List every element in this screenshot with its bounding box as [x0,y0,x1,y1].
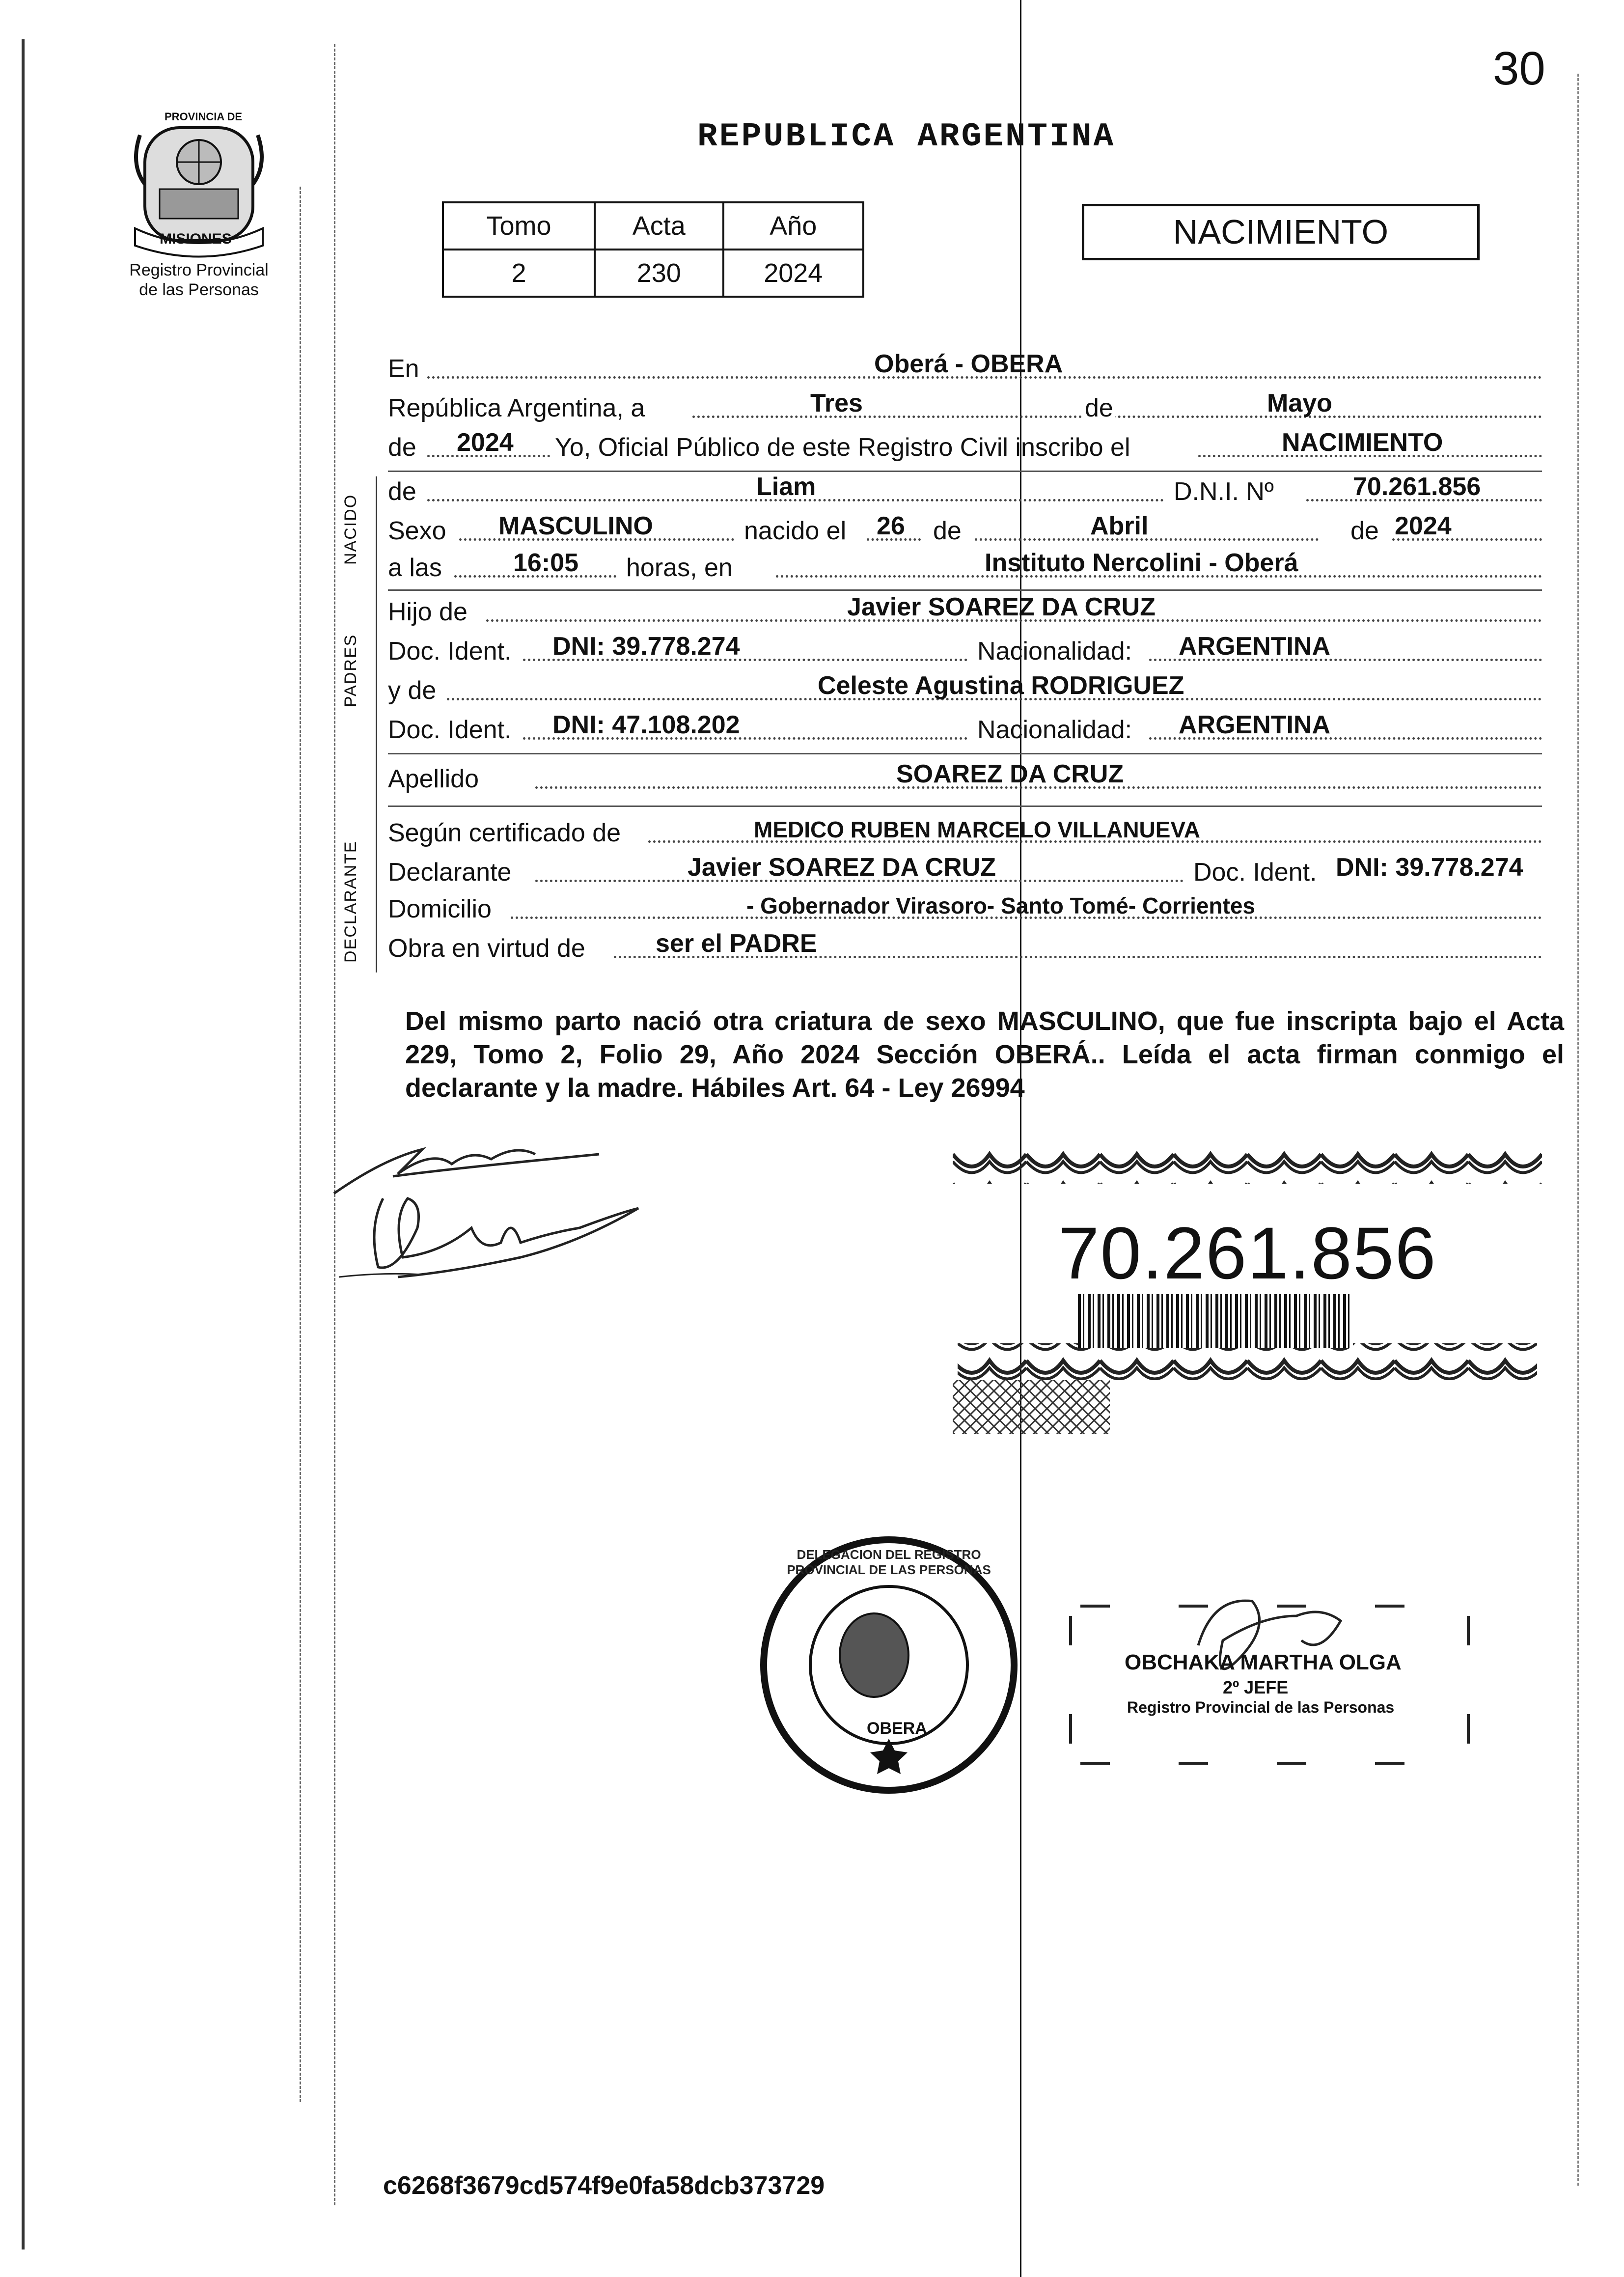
province-logo [125,106,273,258]
stamp-role: 2º JEFE [1223,1677,1289,1697]
registry-seal [756,1532,1021,1798]
madre-doc: DNI: 47.108.202 [552,711,740,739]
oficial-text: Yo, Oficial Público de este Registro Civil inscribo el [555,433,1130,462]
row-en [388,351,1542,384]
row-domicilio [388,891,1542,924]
month-value: Mayo [1267,389,1332,417]
logo-caption-line1: Registro Provincial [129,261,269,279]
en-value: Oberá - OBERA [874,350,1063,378]
row-madre [388,673,1542,705]
logo-motto-bottom: MISIONES [160,231,232,247]
declarante-doc-label: Doc. Ident. [1193,858,1317,887]
logo-motto-top: PROVINCIA DE [165,111,243,123]
padre-value: Javier SOAREZ DA CRUZ [847,593,1156,621]
stamp-name: OBCHAKA MARTHA OLGA [1125,1650,1402,1674]
a-las-label: a las [388,554,442,582]
section-separator [388,589,1542,591]
certificado-label: Según certificado de [388,819,621,847]
acta-header-anio: Año [723,202,863,250]
security-strip [953,1149,1542,1454]
section-separator [388,753,1542,754]
padre-nac-label: Nacionalidad: [977,637,1132,666]
acta-value-tomo: 2 [443,250,595,297]
margin-line [334,44,335,2205]
de-year-label: de [388,433,416,462]
apellido-value: SOAREZ DA CRUZ [896,760,1124,788]
en-label: En [388,355,419,383]
side-label-padres: PADRES [341,634,360,707]
de-label: de [1083,393,1115,423]
row-oficial [388,430,1542,462]
stamp-office: Registro Provincial de las Personas [1127,1698,1395,1716]
acta-value-acta: 230 [595,250,723,297]
madre-value: Celeste Agustina RODRIGUEZ [818,671,1184,700]
birth-day: 26 [877,512,905,540]
sexo-label: Sexo [388,517,446,545]
padre-nac: ARGENTINA [1179,632,1331,661]
declarante-doc: DNI: 39.778.274 [1336,853,1523,882]
row-nombre [388,474,1542,506]
declarante-value: Javier SOAREZ DA CRUZ [688,853,996,882]
row-obra [388,931,1542,963]
declarant-signature [324,1130,668,1292]
acta-value-anio: 2024 [723,250,863,297]
obra-value: ser el PADRE [656,929,817,958]
sexo-value: MASCULINO [498,512,653,540]
row-certificado [388,815,1542,848]
madre-nac: ARGENTINA [1179,711,1331,739]
padre-doc-label: Doc. Ident. [388,637,512,666]
inscribo-value: NACIMIENTO [1282,428,1443,457]
acta-table [442,201,864,298]
side-label-declarante: DECLARANTE [341,840,360,963]
domicilio-value: - Gobernador Virasoro- Santo Tomé- Corrientes [746,893,1256,918]
year-value: 2024 [457,428,514,457]
dni-value: 70.261.856 [1353,472,1481,501]
seal-ring-text: DELEGACION DEL REGISTRO PROVINCIAL DE LAS PERSONAS [787,1547,991,1577]
republica-label: República Argentina, a [388,394,645,422]
row-republica [388,390,1542,423]
horas-en-label: horas, en [626,554,733,582]
strip-dni-number: 70.261.856 [1058,1212,1437,1294]
acta-header-acta: Acta [595,202,723,250]
fold-line [1020,0,1021,2277]
side-label-nacido: NACIDO [341,494,360,565]
birth-note: Del mismo parto nació otra criatura de sexo MASCULINO, que fue inscripta bajo el Acta 229, Tomo 2, Folio 29, Año 2024 Sección OBERÁ.. Leída el acta firman conmigo el declarante y la madre. Hábiles Art. 64 - Ley 26994 [405,1006,1564,1103]
logo-caption-line2: de las Personas [139,280,259,299]
barcode [1078,1294,1353,1348]
row-declarante [388,855,1542,887]
seal-city: OBERA [867,1719,927,1738]
birth-year: 2024 [1395,512,1452,540]
madre-nac-label: Nacionalidad: [977,716,1132,744]
binding-edge [22,39,25,2249]
acta-header-tomo: Tomo [443,202,595,250]
section-separator [388,805,1542,807]
de-label-2: de [933,517,962,545]
certificado-value: MEDICO RUBEN MARCELO VILLANUEVA [754,817,1200,842]
page-title: REPUBLICA ARGENTINA [697,118,1116,156]
nacido-label: nacido el [744,517,847,545]
row-madre-doc [388,712,1542,745]
de-label-3: de [1350,517,1379,545]
page-number: 30 [1493,42,1545,95]
obra-label: Obra en virtud de [388,934,585,963]
hijo-de-label: Hijo de [388,598,468,626]
padre-doc: DNI: 39.778.274 [552,632,740,661]
y-de-label: y de [388,676,437,705]
nombre-value: Liam [756,472,816,501]
lugar-value: Instituto Nercolini - Oberá [985,549,1298,577]
logo-caption [110,260,287,300]
row-hora [388,550,1542,583]
apellido-label: Apellido [388,765,479,793]
official-stamp [1066,1586,1473,1803]
declarante-label: Declarante [388,858,512,887]
row-apellido [388,761,1542,794]
margin-line [300,187,301,2102]
record-type-box: NACIMIENTO [1082,204,1480,260]
row-padre [388,594,1542,627]
hora-value: 16:05 [513,549,578,577]
nombre-label: de [388,477,416,506]
document-hash: c6268f3679cd574f9e0fa58dcb373729 [383,2171,825,2200]
row-padre-doc [388,634,1542,666]
row-sexo [388,513,1542,546]
day-value: Tres [810,389,863,417]
section-bracket [376,476,377,972]
madre-doc-label: Doc. Ident. [388,716,512,744]
right-margin-line [1577,74,1579,2186]
domicilio-label: Domicilio [388,895,492,923]
dni-label: D.N.I. Nº [1174,477,1274,506]
birth-month: Abril [1090,512,1149,540]
